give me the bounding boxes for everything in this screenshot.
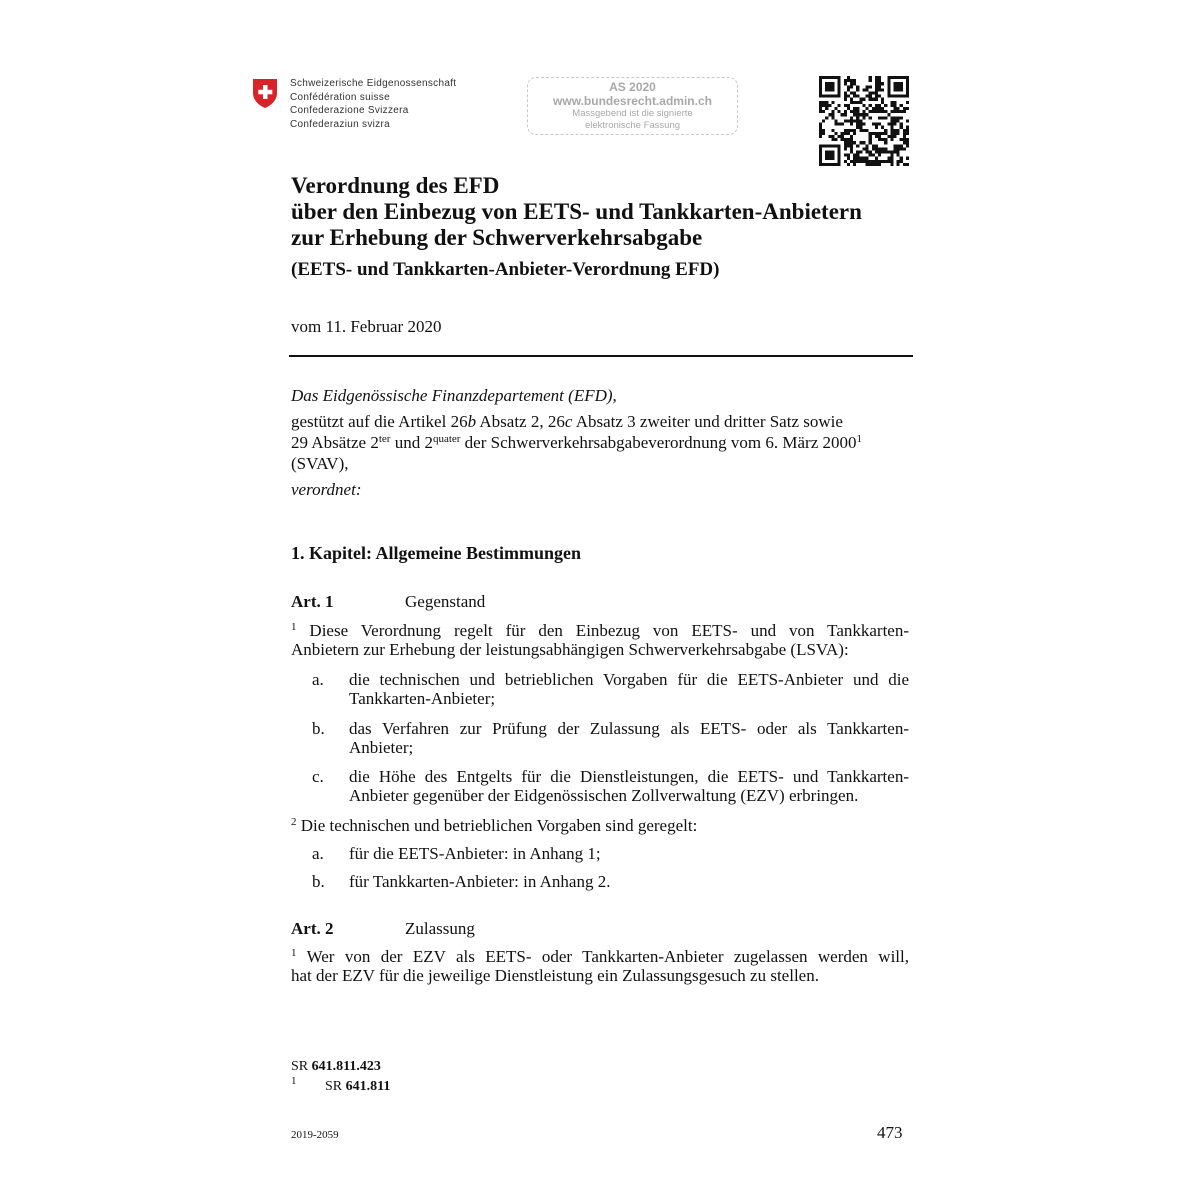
article-paragraph <box>291 947 909 985</box>
sr-reference <box>291 1059 381 1075</box>
list-line: Anbieter gegenüber der Eidgenössischen Zollverwaltung (EZV) erbringen. <box>349 786 859 805</box>
text-run: Wer von der EZV als EETS- oder Tankkarten-Anbieter zugelassen werden will, <box>296 947 909 966</box>
confederation-line: Confederazione Svizzera <box>290 105 409 116</box>
list-line: Tankkarten-Anbieter; <box>349 689 496 708</box>
preamble-basis-line: (SVAV), <box>291 454 349 473</box>
list-line: Anbieter; <box>349 738 414 757</box>
list-line: die technischen und betrieblichen Vorgaben für die EETS-Anbieter und die <box>349 670 909 689</box>
text-run: und 2 <box>390 433 433 452</box>
article-number: Art. 1 <box>291 592 334 611</box>
text-run: gestützt auf die Artikel 26 <box>291 412 468 431</box>
title-line: zur Erhebung der Schwerverkehrsabgabe <box>291 225 703 250</box>
preamble-decree: verordnet: <box>291 480 362 499</box>
footnote-number: 1 <box>291 1075 297 1087</box>
list-letter: a. <box>312 844 324 863</box>
list-item <box>291 767 909 807</box>
paragraph-line: Anbietern zur Erhebung der leistungsabhängigen Schwerverkehrsabgabe (LSVA): <box>291 640 849 659</box>
document-id: 2019-2059 <box>291 1129 339 1141</box>
paragraph-line <box>291 947 909 966</box>
qr-code-icon <box>819 76 909 166</box>
text-run: SR <box>325 1079 346 1094</box>
footnote <box>291 1075 491 1095</box>
list-text <box>349 670 909 708</box>
official-publication-stamp <box>527 77 738 135</box>
stamp-note: Massgebend ist die signierte <box>572 108 693 119</box>
text-run: Absatz 2, 26 <box>476 412 565 431</box>
article-paragraph <box>291 816 697 835</box>
list-text <box>349 719 909 757</box>
list-line: für die EETS-Anbieter: in Anhang 1; <box>349 844 601 863</box>
chapter-heading: 1. Kapitel: Allgemeine Bestimmungen <box>291 543 581 563</box>
paragraph-number: 2 <box>291 816 297 828</box>
sr-number: 641.811 <box>345 1079 391 1094</box>
preamble-basis-line <box>291 433 862 452</box>
paragraph-line: hat der EZV für die jeweilige Dienstleistung ein Zulassungsgesuch zu stellen. <box>291 966 819 985</box>
list-text <box>349 767 909 805</box>
paragraph-line <box>291 621 909 640</box>
paragraph-number: 1 <box>291 947 297 959</box>
text-run: SR <box>291 1059 312 1074</box>
stamp-as-number: AS 2020 <box>609 80 656 94</box>
article-title: Gegenstand <box>405 592 486 611</box>
list-item <box>291 844 909 864</box>
sr-number: 641.811.423 <box>311 1059 381 1074</box>
page-number: 473 <box>877 1123 903 1142</box>
text-run: Diese Verordnung regelt für den Einbezug von EETS- und von Tankkarten- <box>296 621 909 640</box>
article-paragraph <box>291 621 909 659</box>
text-run: b <box>467 412 477 431</box>
preamble-basis-line <box>291 412 843 431</box>
stamp-note: elektronische Fassung <box>584 119 681 131</box>
confederation-line: Confédération suisse <box>290 91 390 103</box>
text-run: Absatz 3 zweiter und dritter Satz sowie <box>572 412 843 431</box>
list-letter: b. <box>312 872 325 891</box>
text-run: der Schwerverkehrsabgabeverordnung vom 6. März 2000 <box>460 433 857 452</box>
confederation-line: Schweizerische Eidgenossenschaft <box>290 78 457 89</box>
list-line: für Tankkarten-Anbieter: in Anhang 2. <box>349 872 611 891</box>
short-title: (EETS- und Tankkarten-Anbieter-Verordnung EFD) <box>291 259 720 280</box>
title-line: Verordnung des EFD <box>291 173 500 198</box>
article-title: Zulassung <box>405 919 475 938</box>
ordinance-date: vom 11. Februar 2020 <box>291 317 442 336</box>
superscript: quater <box>432 433 461 445</box>
stamp-website: www.bundesrecht.admin.ch <box>553 94 712 108</box>
list-item <box>291 719 909 759</box>
list-letter: a. <box>312 670 324 689</box>
preamble-authority: Das Eidgenössische Finanzdepartement (EFD), <box>291 386 617 405</box>
swiss-crest-icon <box>252 78 278 109</box>
footnote-ref[interactable]: 1 <box>856 433 862 445</box>
title-line: über den Einbezug von EETS- und Tankkarten-Anbietern <box>291 199 862 224</box>
text-run: Die technischen und betrieblichen Vorgaben sind geregelt: <box>296 816 698 835</box>
title-divider <box>289 355 913 357</box>
text-run: c <box>564 412 573 431</box>
list-letter: b. <box>312 719 325 738</box>
superscript: ter <box>378 433 391 445</box>
text-run: 29 Absätze 2 <box>291 433 379 452</box>
confederation-names <box>290 77 456 131</box>
list-item <box>291 670 909 710</box>
confederation-line: Confederaziun svizra <box>290 118 390 130</box>
list-line: die Höhe des Entgelts für die Dienstleistungen, die EETS- und Tankkarten- <box>349 767 909 786</box>
list-item <box>291 872 909 892</box>
footnote-text <box>325 1079 390 1095</box>
ordinance-title <box>291 173 862 283</box>
paragraph-number: 1 <box>291 621 297 633</box>
list-line: das Verfahren zur Prüfung der Zulassung als EETS- oder als Tankkarten- <box>349 719 909 738</box>
article-number: Art. 2 <box>291 919 334 938</box>
list-letter: c. <box>312 767 324 786</box>
